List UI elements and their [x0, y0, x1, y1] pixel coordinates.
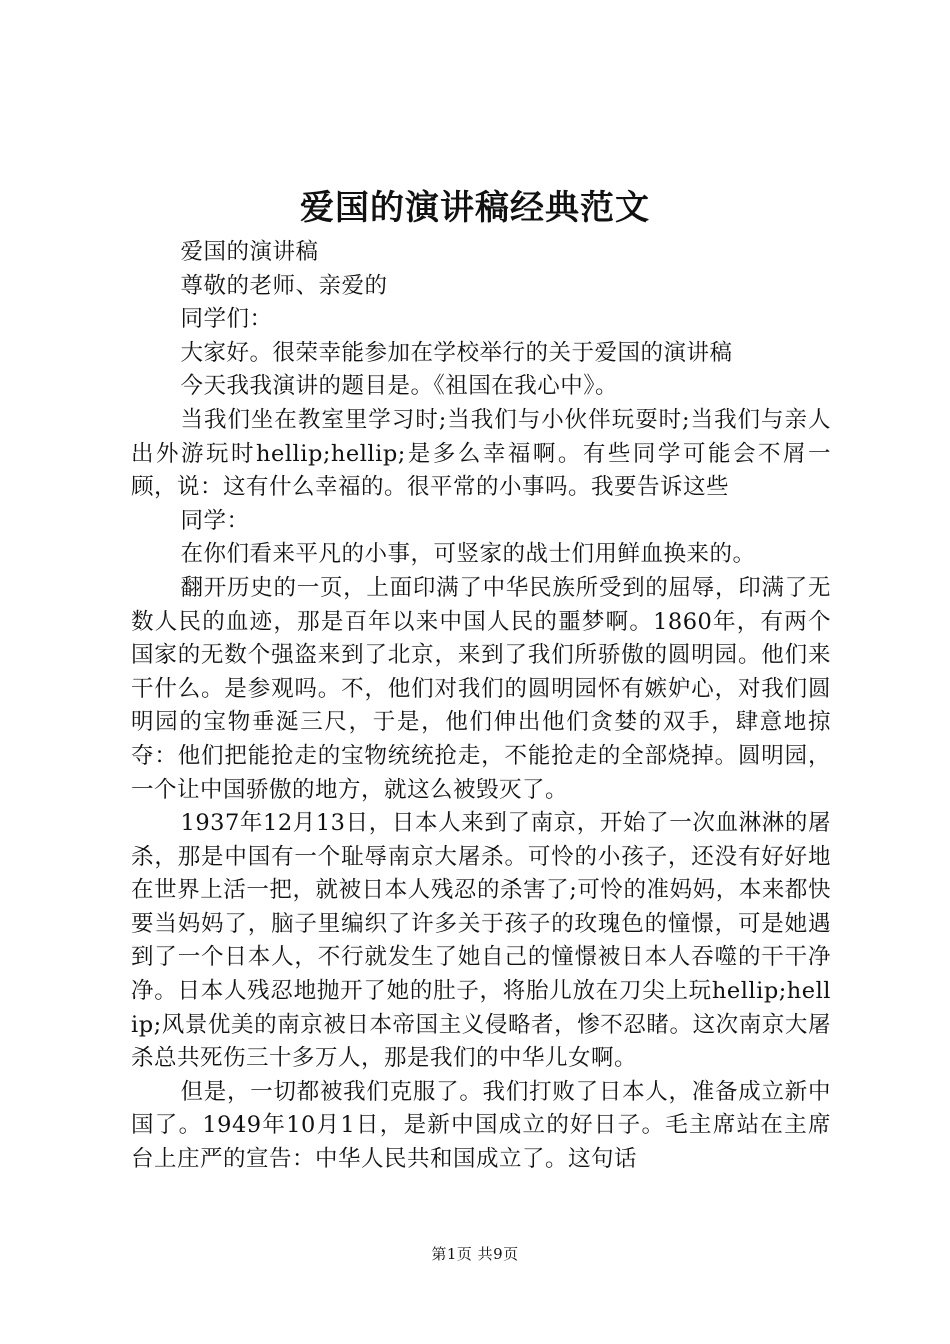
page-footer: 第1页 共9页: [431, 1245, 519, 1263]
document-body: [131, 236, 831, 1177]
paragraph-body: 翻开历史的一页，上面印满了中华民族所受到的屈辱，印满了无数人民的血迹，那是百年以来中国人民的噩梦啊。1860年，有两个国家的无数个强盗来到了北京，来到了我们所骄傲的圆明园。他们来干什么。是参观吗。不，他们对我们的圆明园怀有嫉妒心，对我们圆明园的宝物垂涎三尺，于是，他们伸出他们贪婪的双手，肆意地掠夺：他们把能抢走的宝物统统抢走，不能抢走的全部烧掉。圆明园，一个让中国骄傲的地方，就这么被毁灭了。: [131, 574, 831, 803]
paragraph-address: 同学：: [180, 507, 250, 534]
paragraph-body: 在你们看来平凡的小事，可竖家的战士们用鲜血换来的。: [180, 541, 756, 568]
paragraph-topic: 今天我我演讲的题目是。《祖国在我心中》。: [180, 373, 619, 400]
paragraph-body: 1937年12月13日，日本人来到了南京，开始了一次血淋淋的屠杀，那是中国有一个耻辱南京大屠杀。可怜的小孩子，还没有好好地在世界上活一把，就被日本人残忍的杀害了;可怜的准妈妈，本来都快要当妈妈了，脑子里编织了许多关于孩子的玫瑰色的憧憬，可是她遇到了一个日本人，不行就发生了她自己的憧憬被日本人吞噬的干干净净。日本人残忍地抛开了她的肚子，将胎儿放在刀尖上玩hellip;hellip;风景优美的南京被日本帝国主义侵略者，惨不忍睹。这次南京大屠杀总共死伤三十多万人，那是我们的中华儿女啊。: [131, 810, 831, 1072]
paragraph-body: 当我们坐在教室里学习时;当我们与小伙伴玩耍时;当我们与亲人出外游玩时hellip;hellip;是多么幸福啊。有些同学可能会不屑一顾，说：这有什么幸福的。很平常的小事吗。我要告诉这些: [131, 406, 831, 501]
document-title: 爱国的演讲稿经典范文: [300, 188, 650, 228]
paragraph-salutation-cont: 同学们：: [180, 306, 273, 333]
paragraph-heading: 爱国的演讲稿: [180, 239, 319, 265]
paragraph-greeting: 大家好。很荣幸能参加在学校举行的关于爱国的演讲稿: [180, 339, 733, 366]
paragraph-body: 但是，一切都被我们克服了。我们打败了日本人，准备成立新中国了。1949年10月1日，是新中国成立的好日子。毛主席站在主席台上庄严的宣告：中华人民共和国成立了。这句话: [131, 1078, 831, 1173]
paragraph-salutation: 尊敬的老师、亲爱的: [180, 272, 388, 299]
